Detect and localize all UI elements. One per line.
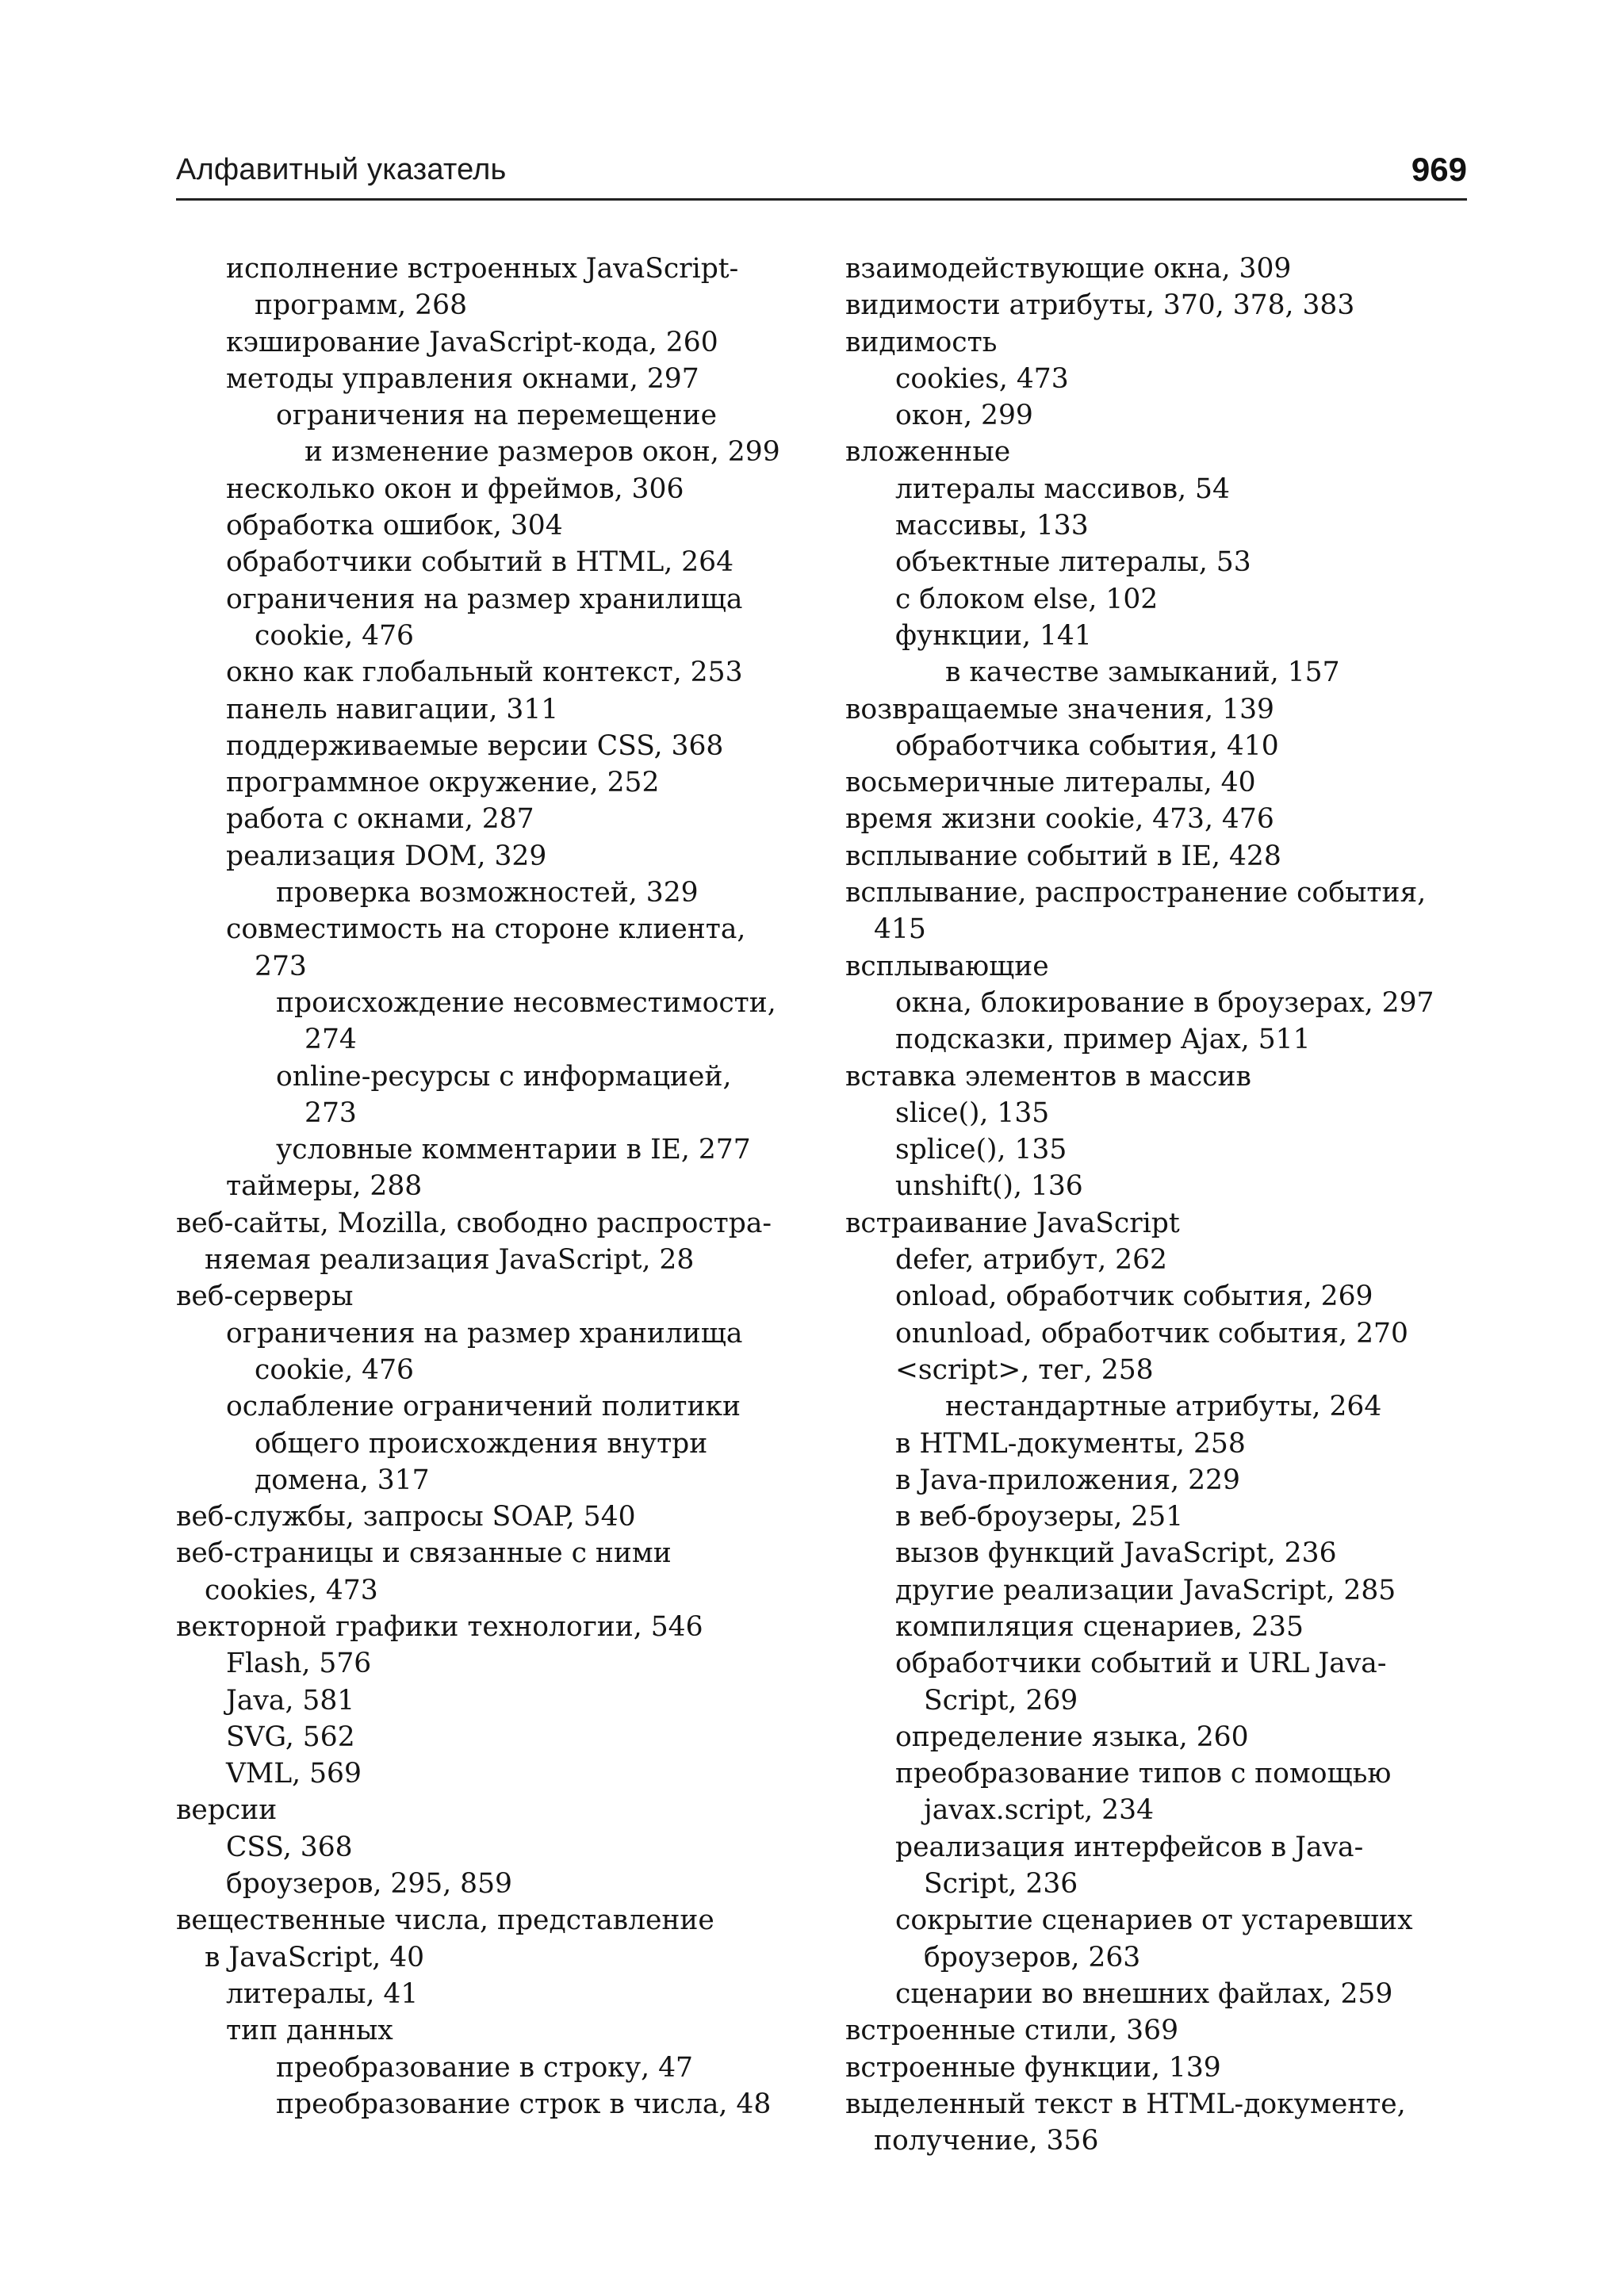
- index-entry-line: Java, 581: [226, 1684, 355, 1717]
- running-head: [176, 147, 1467, 195]
- index-entry: [845, 764, 1496, 801]
- index-entry-line: условные комментарии в IE, 277: [276, 1134, 751, 1166]
- index-entry: [176, 911, 826, 985]
- index-entry: [176, 1535, 826, 1609]
- index-entry: [176, 581, 826, 655]
- index-entry-line: ограничения на размер хранилища: [226, 1317, 743, 1349]
- index-entry: [845, 1462, 1496, 1499]
- index-entry-line: всплывание, распространение события,: [845, 877, 1427, 909]
- index-entry-line: взаимодействующие окна, 309: [845, 253, 1292, 285]
- index-entry: [176, 1755, 826, 1792]
- index-entry-line: другие реализации JavaScript, 285: [895, 1574, 1396, 1606]
- index-entry-line: объектные литералы, 53: [895, 546, 1251, 579]
- index-entry-line: литералы, 41: [226, 1977, 419, 2010]
- index-entry: [845, 471, 1496, 507]
- index-entry-line: ограничения на перемещение: [276, 400, 718, 432]
- index-column-left: [176, 251, 826, 2123]
- index-entry-line: обработчики событий в HTML, 264: [226, 546, 734, 579]
- index-entry-line: окно как глобальный контекст, 253: [226, 657, 743, 689]
- index-entry-line: SVG, 562: [226, 1721, 355, 1753]
- index-entry-line: окон, 299: [895, 400, 1033, 432]
- index-entry-line: всплывающие: [845, 950, 1049, 982]
- index-entry: [845, 985, 1496, 1021]
- index-entry: [845, 1242, 1496, 1278]
- index-entry: [176, 764, 826, 801]
- index-entry-line: методы управления окнами, 297: [226, 362, 699, 395]
- index-entry: [845, 2012, 1496, 2049]
- index-entry: [845, 397, 1496, 434]
- index-entry: [845, 544, 1496, 580]
- index-entry-line: проверка возможностей, 329: [276, 877, 699, 909]
- index-entry-line: вложенные: [845, 436, 1011, 469]
- index-entry-line: в веб-броузеры, 251: [895, 1501, 1184, 1533]
- index-entry-line: с блоком else, 102: [895, 583, 1159, 615]
- index-entry-continuation: программ, 268: [255, 289, 468, 322]
- index-entry: [845, 1645, 1496, 1719]
- index-entry: [176, 544, 826, 580]
- index-entry: [845, 2086, 1496, 2160]
- index-entry-line: реализация DOM, 329: [226, 840, 547, 872]
- index-entry-line: CSS, 368: [226, 1831, 353, 1863]
- index-entry-continuation: cookie, 476: [255, 1353, 415, 1386]
- index-entry-line: тип данных: [226, 2015, 393, 2047]
- index-entry-line: нестандартные атрибуты, 264: [945, 1391, 1382, 1423]
- index-entry: [176, 2086, 826, 2123]
- index-entry: [845, 654, 1496, 691]
- index-entry: [845, 1315, 1496, 1352]
- index-entry: [176, 691, 826, 728]
- index-entry-line: в HTML-документы, 258: [895, 1427, 1246, 1460]
- index-entry: [176, 361, 826, 397]
- index-entry: [176, 1388, 826, 1499]
- index-entry: [845, 1168, 1496, 1204]
- index-entry-line: cookies, 473: [895, 362, 1069, 395]
- index-entry: [845, 581, 1496, 618]
- index-entry: [176, 1866, 826, 1902]
- index-entry-line: подсказки, пример Ajax, 511: [895, 1024, 1311, 1056]
- index-entry-line: ограничения на размер хранилища: [226, 583, 743, 615]
- index-entry-continuation: Script, 269: [924, 1684, 1078, 1717]
- index-entry: [845, 801, 1496, 837]
- index-entry: [845, 1131, 1496, 1168]
- index-entry: [845, 1535, 1496, 1571]
- index-entry: [845, 1755, 1496, 1829]
- index-entry: [176, 251, 826, 324]
- index-entry-line: видимости атрибуты, 370, 378, 383: [845, 289, 1355, 322]
- index-entry: [176, 507, 826, 544]
- index-entry-line: defer, атрибут, 262: [895, 1244, 1167, 1277]
- index-entry: [845, 728, 1496, 764]
- index-entry-continuation: в JavaScript, 40: [205, 1941, 425, 1973]
- index-entry: [845, 324, 1496, 361]
- index-entry: [176, 1278, 826, 1315]
- index-entry: [845, 838, 1496, 875]
- index-entry-line: всплывание событий в IE, 428: [845, 840, 1281, 872]
- index-entry-line: в Java-приложения, 229: [895, 1464, 1240, 1496]
- index-entry: [176, 1205, 826, 1279]
- index-entry-line: совместимость на стороне клиента,: [226, 913, 746, 946]
- index-entry: [845, 434, 1496, 470]
- index-entry-line: программное окружение, 252: [226, 767, 660, 799]
- index-entry-line: встроенные стили, 369: [845, 2015, 1179, 2047]
- index-entry-line: видимость: [845, 326, 998, 358]
- index-entry-continuation: домена, 317: [255, 1464, 430, 1496]
- index-entry: [176, 1829, 826, 1866]
- index-entry: [176, 1682, 826, 1719]
- index-entry: [845, 361, 1496, 397]
- index-entry: [845, 1021, 1496, 1058]
- index-entry-line: функции, 141: [895, 619, 1092, 652]
- index-entry-continuation: cookie, 476: [255, 619, 415, 652]
- index-entry: [845, 618, 1496, 654]
- header-rule: [176, 198, 1467, 201]
- index-entry-continuation: cookies, 473: [205, 1574, 378, 1606]
- index-entry: [845, 507, 1496, 544]
- index-entry-line: сокрытие сценариев от устаревших: [895, 1904, 1413, 1937]
- index-entry: [845, 1388, 1496, 1425]
- index-entry-line: веб-сайты, Mozilla, свободно распростра-: [176, 1207, 772, 1239]
- index-entry: [845, 1058, 1496, 1095]
- index-entry: [845, 691, 1496, 728]
- index-entry-line: веб-серверы: [176, 1280, 354, 1313]
- running-title: Алфавитный указатель: [176, 153, 507, 186]
- index-entry-line: сценарии во внешних файлах, 259: [895, 1977, 1393, 2010]
- index-entry-line: splice(), 135: [895, 1134, 1067, 1166]
- index-entry: [845, 1976, 1496, 2012]
- index-entry-line: вызов функций JavaScript, 236: [895, 1537, 1337, 1570]
- index-column-right: [845, 251, 1496, 2159]
- index-entry-line: компиляция сценариев, 235: [895, 1610, 1304, 1643]
- index-entry: [845, 1719, 1496, 1755]
- index-entry-line: slice(), 135: [895, 1097, 1050, 1129]
- index-entry-line: несколько окон и фреймов, 306: [226, 473, 684, 505]
- index-entry: [845, 1205, 1496, 1242]
- index-entry-line: кэширование JavaScript-кода, 260: [226, 326, 718, 358]
- index-entry: [176, 1719, 826, 1755]
- index-entry-line: встраивание JavaScript: [845, 1207, 1180, 1239]
- index-entry: [176, 2050, 826, 2086]
- index-entry-line: веб-страницы и связанные с ними: [176, 1537, 672, 1570]
- index-entry-line: время жизни cookie, 473, 476: [845, 803, 1274, 836]
- index-entry: [845, 287, 1496, 323]
- index-entry-line: возвращаемые значения, 139: [845, 693, 1274, 725]
- index-entry-line: панель навигации, 311: [226, 693, 559, 725]
- index-entry: [176, 1058, 826, 1132]
- index-entry-continuation: и изменение размеров окон, 299: [304, 436, 780, 469]
- index-entry-line: onunload, обработчик события, 270: [895, 1317, 1408, 1349]
- index-entry-continuation: общего происхождения внутри: [255, 1427, 708, 1460]
- index-entry: [176, 875, 826, 911]
- index-entry-line: вещественные числа, представление: [176, 1904, 714, 1937]
- index-entry-line: обработчика события, 410: [895, 729, 1279, 762]
- index-entry: [845, 1902, 1496, 1976]
- index-entry: [845, 1095, 1496, 1131]
- index-entry-line: VML, 569: [226, 1758, 362, 1790]
- index-entry: [176, 1168, 826, 1204]
- index-entry: [176, 1792, 826, 1828]
- index-entry: [845, 2050, 1496, 2086]
- index-entry: [176, 1609, 826, 1645]
- index-entry-line: преобразование строк в числа, 48: [276, 2088, 772, 2120]
- index-entry-line: unshift(), 136: [895, 1170, 1083, 1203]
- index-entry-line: onload, обработчик события, 269: [895, 1280, 1373, 1313]
- index-entry: [176, 1315, 826, 1389]
- index-entry: [176, 1131, 826, 1168]
- index-entry-continuation: 273: [255, 950, 307, 982]
- index-entry-line: векторной графики технологии, 546: [176, 1610, 703, 1643]
- index-entry: [176, 801, 826, 837]
- index-entry-continuation: 274: [304, 1024, 357, 1056]
- index-entry: [176, 2012, 826, 2049]
- index-entry-line: происхождение несовместимости,: [276, 986, 776, 1019]
- index-entry-line: встроенные функции, 139: [845, 2051, 1221, 2084]
- index-entry: [176, 324, 826, 361]
- index-entry: [845, 875, 1496, 948]
- index-entry-line: определение языка, 260: [895, 1721, 1249, 1753]
- index-entry-line: ослабление ограничений политики: [226, 1391, 741, 1423]
- index-entry-line: обработчики событий и URL Java-: [895, 1648, 1387, 1680]
- index-entry-line: <script>, тег, 258: [895, 1353, 1154, 1386]
- index-entry-line: online-ресурсы с информацией,: [276, 1060, 732, 1093]
- index-entry: [176, 1645, 826, 1682]
- index-entry-line: версии: [176, 1794, 278, 1827]
- index-entry: [176, 1499, 826, 1535]
- index-entry-line: броузеров, 295, 859: [226, 1868, 513, 1901]
- index-entry-line: вставка элементов в массив: [845, 1060, 1251, 1093]
- index-entry: [845, 1572, 1496, 1609]
- index-entry-continuation: javax.script, 234: [924, 1794, 1155, 1827]
- index-entry-line: литералы массивов, 54: [895, 473, 1230, 505]
- index-entry: [176, 654, 826, 691]
- index-entry: [845, 948, 1496, 985]
- index-entry: [176, 1902, 826, 1976]
- index-entry: [176, 838, 826, 875]
- index-entry: [176, 471, 826, 507]
- index-entry-line: преобразование типов с помощью: [895, 1758, 1392, 1790]
- index-entry: [845, 1426, 1496, 1462]
- index-entry-continuation: 415: [874, 913, 926, 946]
- index-entry: [845, 1278, 1496, 1315]
- index-entry-line: поддерживаемые версии CSS, 368: [226, 729, 724, 762]
- index-entry-line: массивы, 133: [895, 510, 1089, 542]
- index-entry-continuation: няемая реализация JavaScript, 28: [205, 1244, 695, 1277]
- index-entry-continuation: получение, 356: [874, 2125, 1099, 2157]
- index-entry: [176, 1976, 826, 2012]
- index-entry-line: обработка ошибок, 304: [226, 510, 563, 542]
- index-entry-line: реализация интерфейсов в Java-: [895, 1831, 1364, 1863]
- index-entry-continuation: броузеров, 263: [924, 1941, 1141, 1973]
- index-entry-continuation: 273: [304, 1097, 357, 1129]
- index-entry: [845, 1609, 1496, 1645]
- page-number: 969: [1411, 151, 1467, 188]
- index-entry-line: в качестве замыканий, 157: [945, 657, 1340, 689]
- index-entry-line: Flash, 576: [226, 1648, 372, 1680]
- index-entry-line: исполнение встроенных JavaScript-: [226, 253, 739, 285]
- index-entry: [176, 728, 826, 764]
- index-entry-line: преобразование в строку, 47: [276, 2051, 693, 2084]
- index-entry: [176, 985, 826, 1058]
- index-entry-line: работа с окнами, 287: [226, 803, 534, 836]
- index-entry: [845, 1829, 1496, 1903]
- index-entry-line: восьмеричные литералы, 40: [845, 767, 1256, 799]
- index-entry-line: таймеры, 288: [226, 1170, 423, 1203]
- index-entry-continuation: Script, 236: [924, 1868, 1078, 1901]
- index-entry: [845, 1499, 1496, 1535]
- index-entry-line: окна, блокирование в броузерах, 297: [895, 986, 1434, 1019]
- index-entry: [176, 397, 826, 471]
- index-entry: [845, 1352, 1496, 1388]
- index-entry: [845, 251, 1496, 287]
- index-entry-line: выделенный текст в HTML-документе,: [845, 2088, 1406, 2120]
- index-entry-line: веб-службы, запросы SOAP, 540: [176, 1501, 636, 1533]
